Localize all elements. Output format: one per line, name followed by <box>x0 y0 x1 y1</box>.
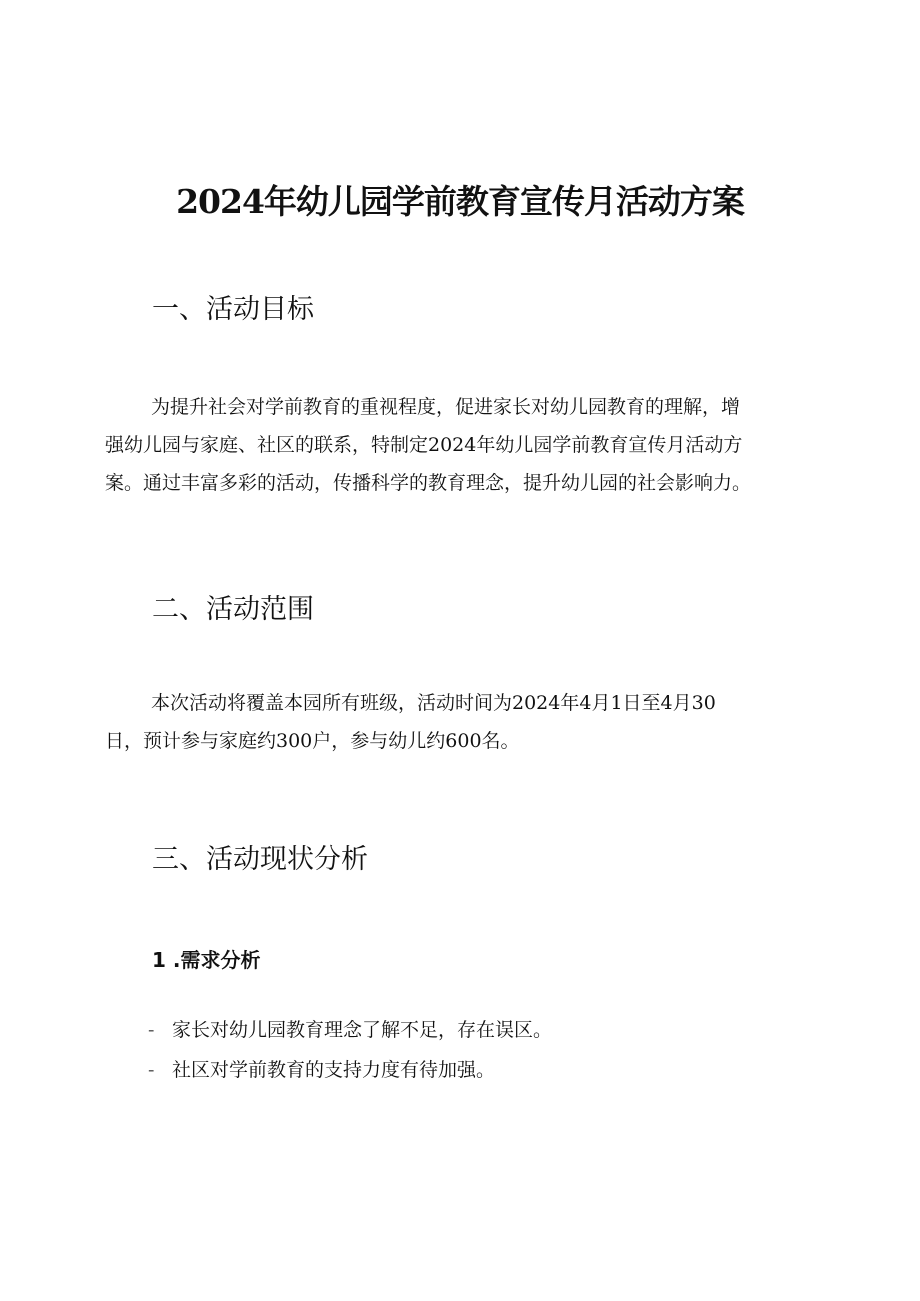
list-item <box>148 1010 552 1050</box>
paragraph-line: 日，预计参与家庭约300户，参与幼儿约600名。 <box>105 730 520 752</box>
list-item-text: 家长对幼儿园教育理念了解不足，存在误区。 <box>172 1019 553 1041</box>
document-title: 2024年幼儿园学前教育宣传月活动方案 <box>176 182 744 221</box>
section-heading-goals: 一、活动目标 <box>152 294 314 325</box>
paragraph-line: 强幼儿园与家庭、社区的联系，特制定2024年幼儿园学前教育宣传月活动方 <box>105 434 743 456</box>
paragraph-line: 本次活动将覆盖本园所有班级，活动时间为2024年4月1日至4月30 <box>151 692 716 714</box>
paragraph-line: 为提升社会对学前教育的重视程度，促进家长对幼儿园教育的理解，增 <box>151 396 741 418</box>
section-heading-scope: 二、活动范围 <box>152 594 314 625</box>
paragraph-line: 案。通过丰富多彩的活动，传播科学的教育理念，提升幼儿园的社会影响力。 <box>105 472 752 494</box>
section-scope-paragraph <box>105 684 817 760</box>
section-heading-analysis: 三、活动现状分析 <box>152 844 368 875</box>
list-item-text: 社区对学前教育的支持力度有待加强。 <box>172 1059 496 1081</box>
dash-bullet-icon: - <box>148 1059 155 1081</box>
needs-bullet-list <box>148 1010 552 1090</box>
list-item <box>148 1050 552 1090</box>
dash-bullet-icon: - <box>148 1019 155 1041</box>
section-goals-paragraph <box>105 388 817 502</box>
subheading-needs-analysis: 1 .需求分析 <box>152 948 261 972</box>
